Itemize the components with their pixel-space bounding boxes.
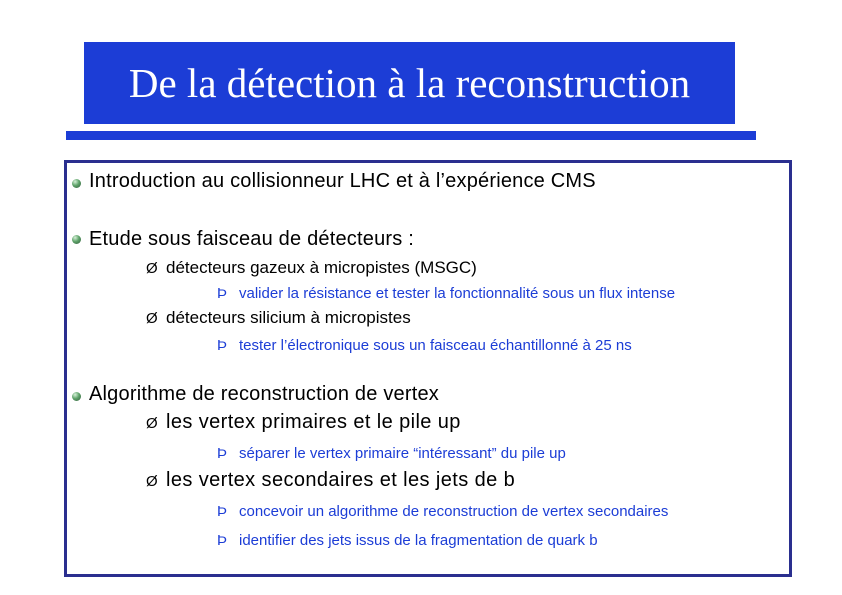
item-3-sub-1-text: les vertex primaires et le pile up	[166, 411, 461, 433]
arrowhead-icon: Ø	[146, 260, 158, 277]
item-3-sub-1-detail	[217, 445, 566, 462]
item-1-text: Introduction au collisionneur LHC et à l’expérience CMS	[89, 170, 596, 192]
item-2-sub-1-text: détecteurs gazeux à micropistes (MSGC)	[166, 258, 477, 277]
item-3-sub-2-detail-2	[217, 532, 598, 549]
item-3-sub-2-detail-1-text: concevoir un algorithme de reconstruction de vertex secondaires	[239, 503, 669, 520]
bullet-icon	[72, 235, 81, 244]
item-3-text: Algorithme de reconstruction de vertex	[89, 383, 439, 405]
implies-arrow-icon: Þ	[217, 503, 228, 520]
arrowhead-icon: Ø	[146, 473, 159, 490]
slide-title-banner	[84, 42, 735, 124]
implies-arrow-icon: Þ	[217, 532, 228, 549]
item-3-sub-2	[146, 469, 515, 492]
arrowhead-icon: Ø	[146, 415, 159, 432]
implies-arrow-icon: Þ	[217, 285, 228, 302]
item-3-sub-1	[146, 411, 461, 434]
item-2-text: Etude sous faisceau de détecteurs :	[89, 228, 414, 250]
title-underline	[66, 131, 756, 140]
item-2-sub-1-detail-text: valider la résistance et tester la fonctionnalité sous un flux intense	[239, 285, 676, 302]
bullet-icon	[72, 179, 81, 188]
item-2-sub-2-detail-text: tester l’électronique sous un faisceau échantillonné à 25 ns	[239, 337, 632, 354]
item-2-sub-2-detail	[217, 337, 632, 354]
implies-arrow-icon: Þ	[217, 337, 228, 354]
item-2-sub-1	[146, 258, 477, 278]
item-2-sub-2-text: détecteurs silicium à micropistes	[166, 308, 411, 327]
slide-title: De la détection à la reconstruction	[128, 60, 691, 106]
implies-arrow-icon: Þ	[217, 445, 228, 462]
item-3-sub-2-text: les vertex secondaires et les jets de b	[166, 469, 516, 491]
arrowhead-icon: Ø	[146, 310, 158, 327]
item-2-sub-2	[146, 308, 411, 328]
item-3-sub-2-detail-1	[217, 503, 668, 520]
item-3-sub-2-detail-2-text: identifier des jets issus de la fragmentation de quark b	[239, 532, 598, 549]
item-2-sub-1-detail	[217, 285, 675, 302]
bullet-icon	[72, 392, 81, 401]
item-3-sub-1-detail-text: séparer le vertex primaire “intéressant” du pile up	[239, 445, 566, 462]
